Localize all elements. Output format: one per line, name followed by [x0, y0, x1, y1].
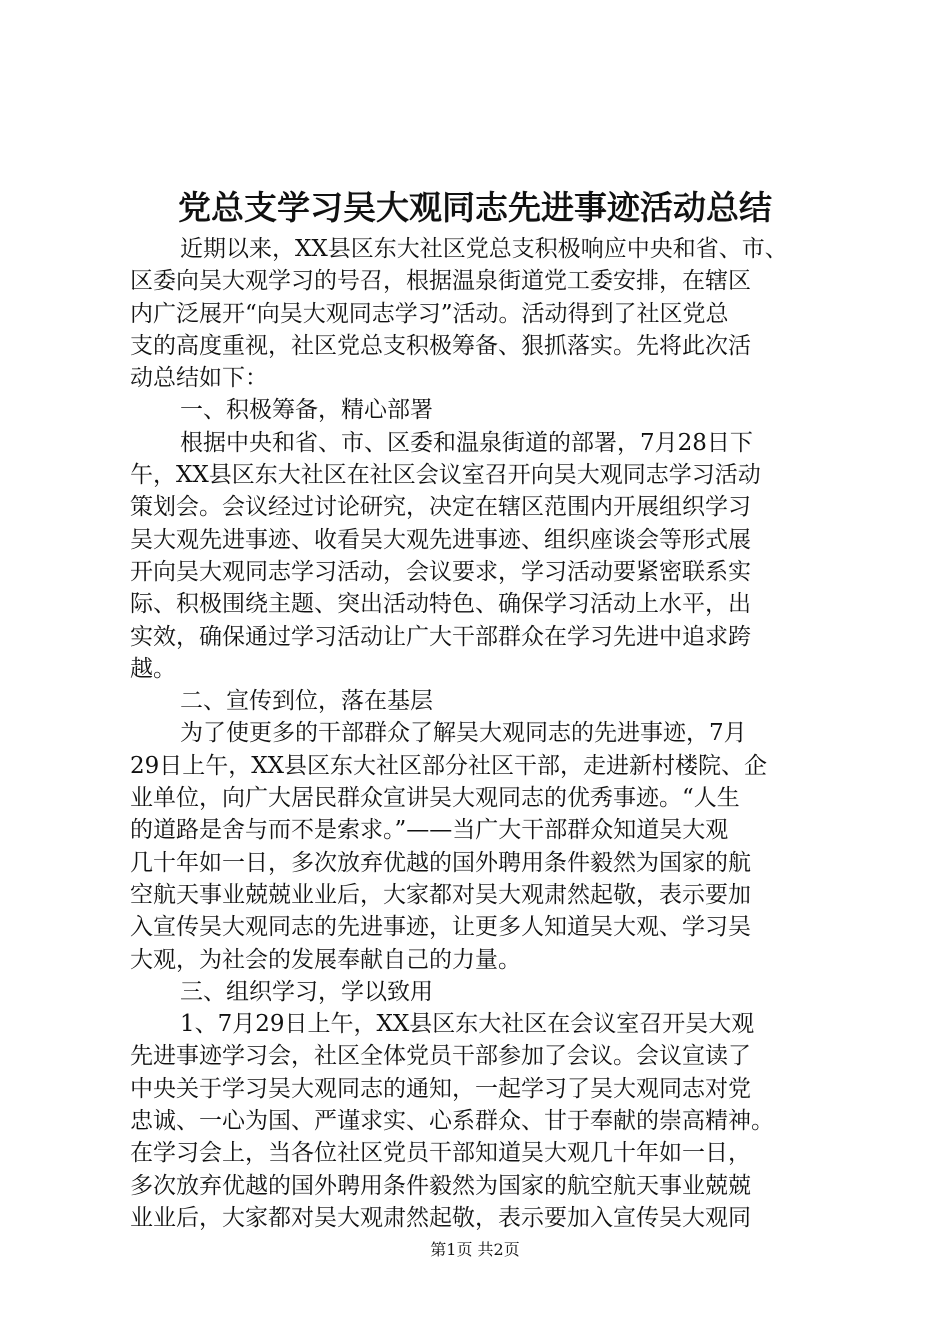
text-line: 入宣传吴大观同志的先进事迹，让更多人知道吴大观、学习吴: [130, 914, 751, 941]
text-line: 际、积极围绕主题、突出活动特色、确保学习活动上水平，出: [130, 591, 751, 618]
text-line: 大观，为社会的发展奉献自己的力量。: [130, 946, 521, 973]
text-line: 动总结如下：: [130, 365, 268, 392]
text-line: 开向吴大观同志学习活动，会议要求，学习活动要紧密联系实: [130, 558, 751, 585]
text-line: 几十年如一日，多次放弃优越的国外聘用条件毅然为国家的航: [130, 849, 751, 876]
text-line: 越。: [130, 655, 176, 682]
text-line: 29日上午，XX县区东大社区部分社区干部，走进新村楼院、企: [130, 752, 768, 779]
document-title: 党总支学习吴大观同志先进事迹活动总结: [178, 188, 772, 227]
paragraph-first-line: 一、积极筹备，精心部署: [180, 397, 433, 424]
text-line: 的道路是舍与而不是索求。”——当广大干部群众知道吴大观: [130, 817, 729, 844]
text-line: 支的高度重视，社区党总支积极筹备、狠抓落实。先将此次活: [130, 332, 751, 359]
paragraph-first-line: 为了使更多的干部群众了解吴大观同志的先进事迹，7月: [180, 720, 747, 747]
text-line: 午，XX县区东大社区在社区会议室召开向吴大观同志学习活动: [130, 462, 761, 489]
text-line: 内广泛展开“向吴大观同志学习”活动。活动得到了社区党总: [130, 300, 729, 327]
text-line: 先进事迹学习会，社区全体党员干部参加了会议。会议宣读了: [130, 1043, 751, 1070]
text-line: 实效，确保通过学习活动让广大干部群众在学习先进中追求跨: [130, 623, 751, 650]
text-line: 业单位，向广大居民群众宣讲吴大观同志的优秀事迹。“人生: [130, 785, 740, 812]
paragraph-first-line: 三、组织学习，学以致用: [180, 978, 433, 1005]
text-line: 在学习会上，当各位社区党员干部知道吴大观几十年如一日，: [130, 1140, 751, 1167]
text-line: 忠诚、一心为国、严谨求实、心系群众、甘于奉献的崇高精神。: [130, 1108, 774, 1135]
paragraph-first-line: 1、7月29日上午，XX县区东大社区在会议室召开吴大观: [180, 1011, 755, 1038]
text-line: 区委向吴大观学习的号召，根据温泉街道党工委安排，在辖区: [130, 268, 751, 295]
text-line: 策划会。会议经过讨论研究，决定在辖区范围内开展组织学习: [130, 494, 751, 521]
document-body: [130, 233, 830, 1234]
text-line: 业业后，大家都对吴大观肃然起敬，表示要加入宣传吴大观同: [130, 1204, 751, 1231]
text-line: 多次放弃优越的国外聘用条件毅然为国家的航空航天事业兢兢: [130, 1172, 751, 1199]
paragraph-first-line: 近期以来，XX县区东大社区党总支积极响应中央和省、市、: [180, 236, 788, 262]
text-line: 空航天事业兢兢业业后，大家都对吴大观肃然起敬，表示要加: [130, 881, 751, 908]
page-footer: 第1页 共2页: [430, 1240, 520, 1259]
text-line: 吴大观先进事迹、收看吴大观先进事迹、组织座谈会等形式展: [130, 526, 751, 553]
paragraph-first-line: 根据中央和省、市、区委和温泉街道的部署，7月28日下: [180, 429, 753, 456]
paragraph-first-line: 二、宣传到位，落在基层: [180, 688, 433, 715]
text-line: 中央关于学习吴大观同志的通知，一起学习了吴大观同志对党: [130, 1075, 751, 1102]
